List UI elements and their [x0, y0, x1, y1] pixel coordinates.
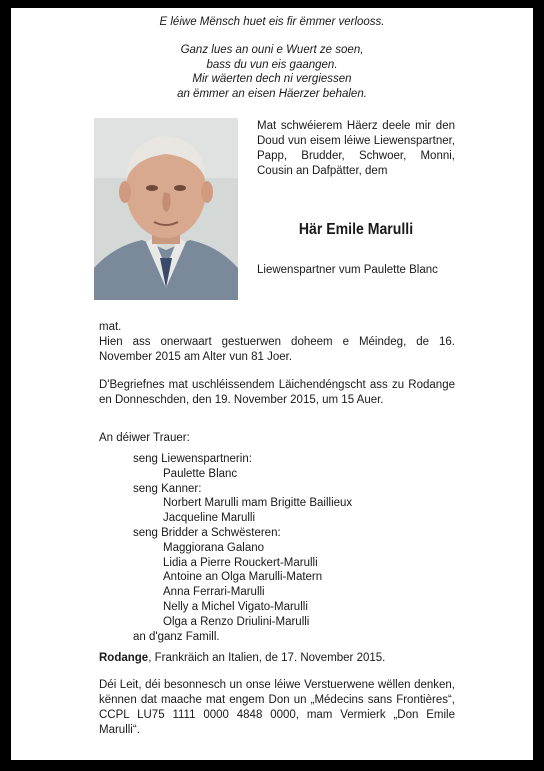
mourners-family: an d'ganz Famill. — [133, 630, 220, 643]
mourner-name: Norbert Marulli mam Brigitte Baillieux — [163, 497, 353, 510]
portrait-illustration — [94, 118, 238, 300]
mourner-name: Lidia a Pierre Rouckert-Marulli — [163, 556, 318, 569]
poem-line-1: Ganz lues an ouni e Wuert ze soen, — [180, 44, 364, 56]
funeral-text: D'Begriefnes mat uschléissendem Läichendéngscht ass zu Rodange en Donneschden, den 19. November 2015, um 15 Auer. — [99, 379, 455, 406]
intro-poem — [11, 43, 533, 101]
partner-line: Liewenspartner vum Paulette Blanc — [257, 264, 438, 276]
mourner-name: Maggiorana Galano — [163, 541, 265, 554]
mourner-name: Olga a Renzo Driulini-Marulli — [163, 615, 310, 628]
mourning-heading: An déiwer Trauer: — [99, 432, 190, 444]
mat-text: mat. — [99, 321, 122, 333]
announcement-text: Mat schwéierem Häerz deele mir den Doud vun eisem léiwe Liewenspartner, Papp, Brudder, Schwoer, Monni, Cousin an Dafpätter, dem — [257, 120, 455, 177]
intro-line: E léiwe Mënsch huet eis fir ëmmer verlooss. — [159, 16, 385, 28]
mourner-name: Nelly a Michel Vigato-Marulli — [163, 600, 308, 613]
place-date — [99, 651, 455, 666]
mourners-group-label: seng Bridder a Schwësteren: — [133, 526, 281, 539]
death-text: Hien ass onerwaart gestuerwen doheem e Méindeg, de 16. November 2015 am Alter vun 81 Joer. — [99, 336, 455, 363]
poem-line-2: bass du vun eis gaangen. — [206, 58, 338, 71]
mourners-group-label: seng Kanner: — [133, 482, 202, 495]
mourner-name: Jacqueline Marulli — [163, 512, 256, 525]
mourner-name: Antoine an Olga Marulli-Matern — [163, 571, 323, 584]
mourner-name: Anna Ferrari-Marulli — [163, 586, 265, 599]
portrait-photo — [94, 118, 238, 300]
obituary-page — [11, 8, 533, 760]
mourners-group-label: seng Liewenspartnerin: — [133, 453, 252, 465]
poem-line-4: an ëmmer an eisen Häerzer behalen. — [177, 87, 367, 100]
deceased-name: Här Emile Marulli — [298, 221, 414, 238]
place-date-rest: , Frankräich an Italien, de 17. November 2015. — [148, 652, 386, 664]
poem-line-3: Mir wäerten dech ni vergiessen — [192, 73, 352, 85]
place-name: Rodange — [99, 652, 149, 664]
donation-text: Déi Leit, déi besonnesch un onse léiwe Verstuerwene wëllen denken, kënnen dat maache mat engem Don un „Médecins sans Frontières“, CCPL LU75 1111 0000 4848 0000, mam Vermierk „Don Emile Marulli“. — [99, 679, 455, 736]
mourners-list — [133, 452, 352, 644]
mourner-name: Paulette Blanc — [163, 467, 238, 480]
